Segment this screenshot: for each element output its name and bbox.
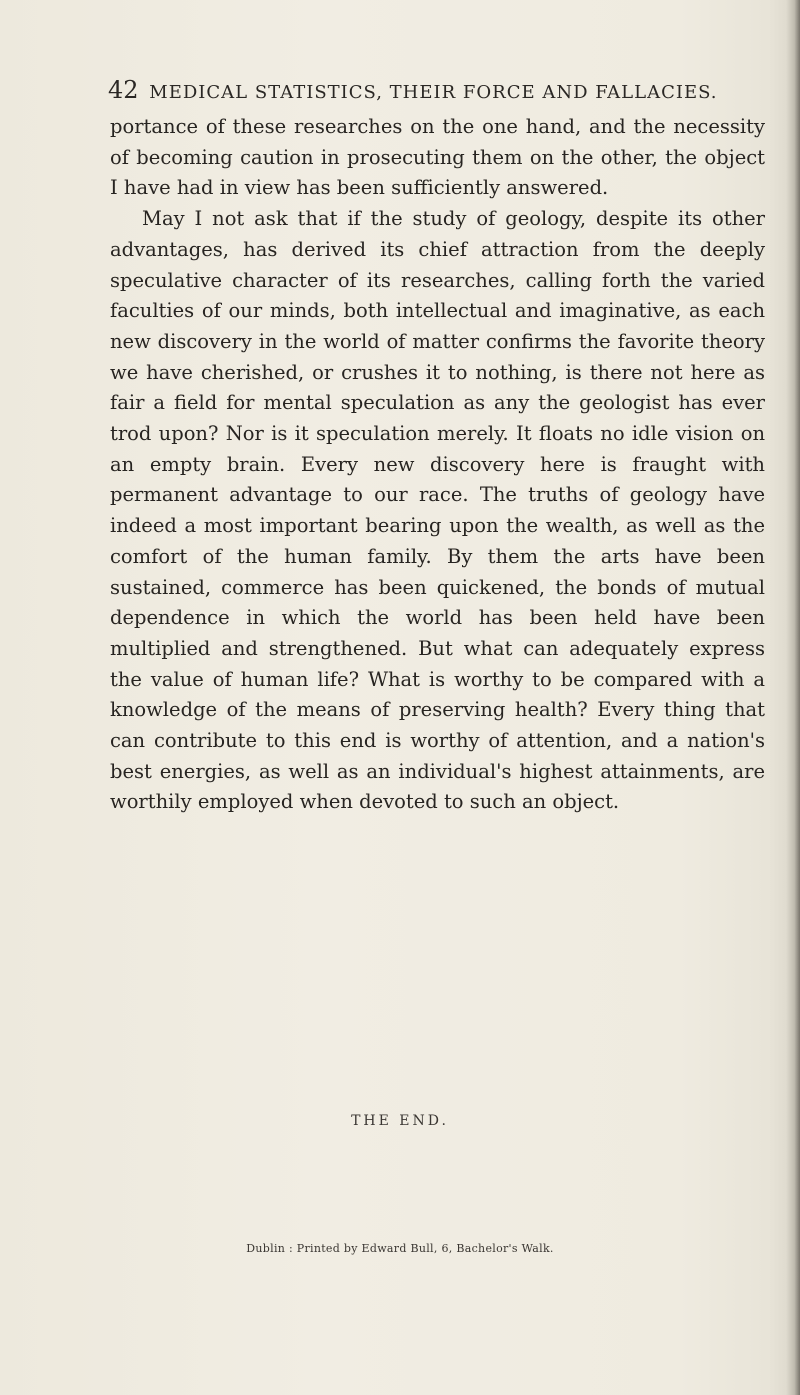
paragraph: May I not ask that if the study of geology, despite its other advantages, has derived its chief attraction from the deeply speculative character of its researches, calling forth the varied faculties of our minds, both intellectual and imaginative, as each new discovery in the world of matter confirms the favorite theory we have cherished, or crushes it to nothing, is there not here as fair a field for mental speculation as any the geologist has ever trod upon? Nor is it speculation merely. It floats no idle vision on an empty brain. Every new discovery here is fraught with permanent advantage to our race. The truths of geology have indeed a most important bearing upon the wealth, as well as the comfort of the human family. By them the arts have been sustained, commerce has been quickened, the bonds of mutual dependence in which the world has been held have been multiplied and strengthened. But what can adequately express the value of human life? What is worthy to be compared with a knowledge of the means of preserving health? Every thing that can contribute to this end is worthy of attention, and a nation's best energies, as well as an individual's highest attainments, are worthily employed when devoted to such an object.: [110, 207, 765, 814]
printer-imprint: Dublin : Printed by Edward Bull, 6, Bachelor's Walk.: [246, 1242, 554, 1255]
page-number: 42: [108, 76, 139, 104]
page-edge-shadow: [786, 0, 800, 1395]
running-title: MEDICAL STATISTICS, THEIR FORCE AND FALLACIES.: [149, 82, 718, 103]
running-header: [108, 76, 768, 104]
body-text: [110, 112, 765, 818]
paragraph-continued: portance of these researches on the one hand, and the necessity of becoming caution in prosecuting them on the other, the object I have had in view has been sufficiently answered.: [110, 115, 765, 200]
the-end-label: THE END.: [351, 1113, 449, 1129]
